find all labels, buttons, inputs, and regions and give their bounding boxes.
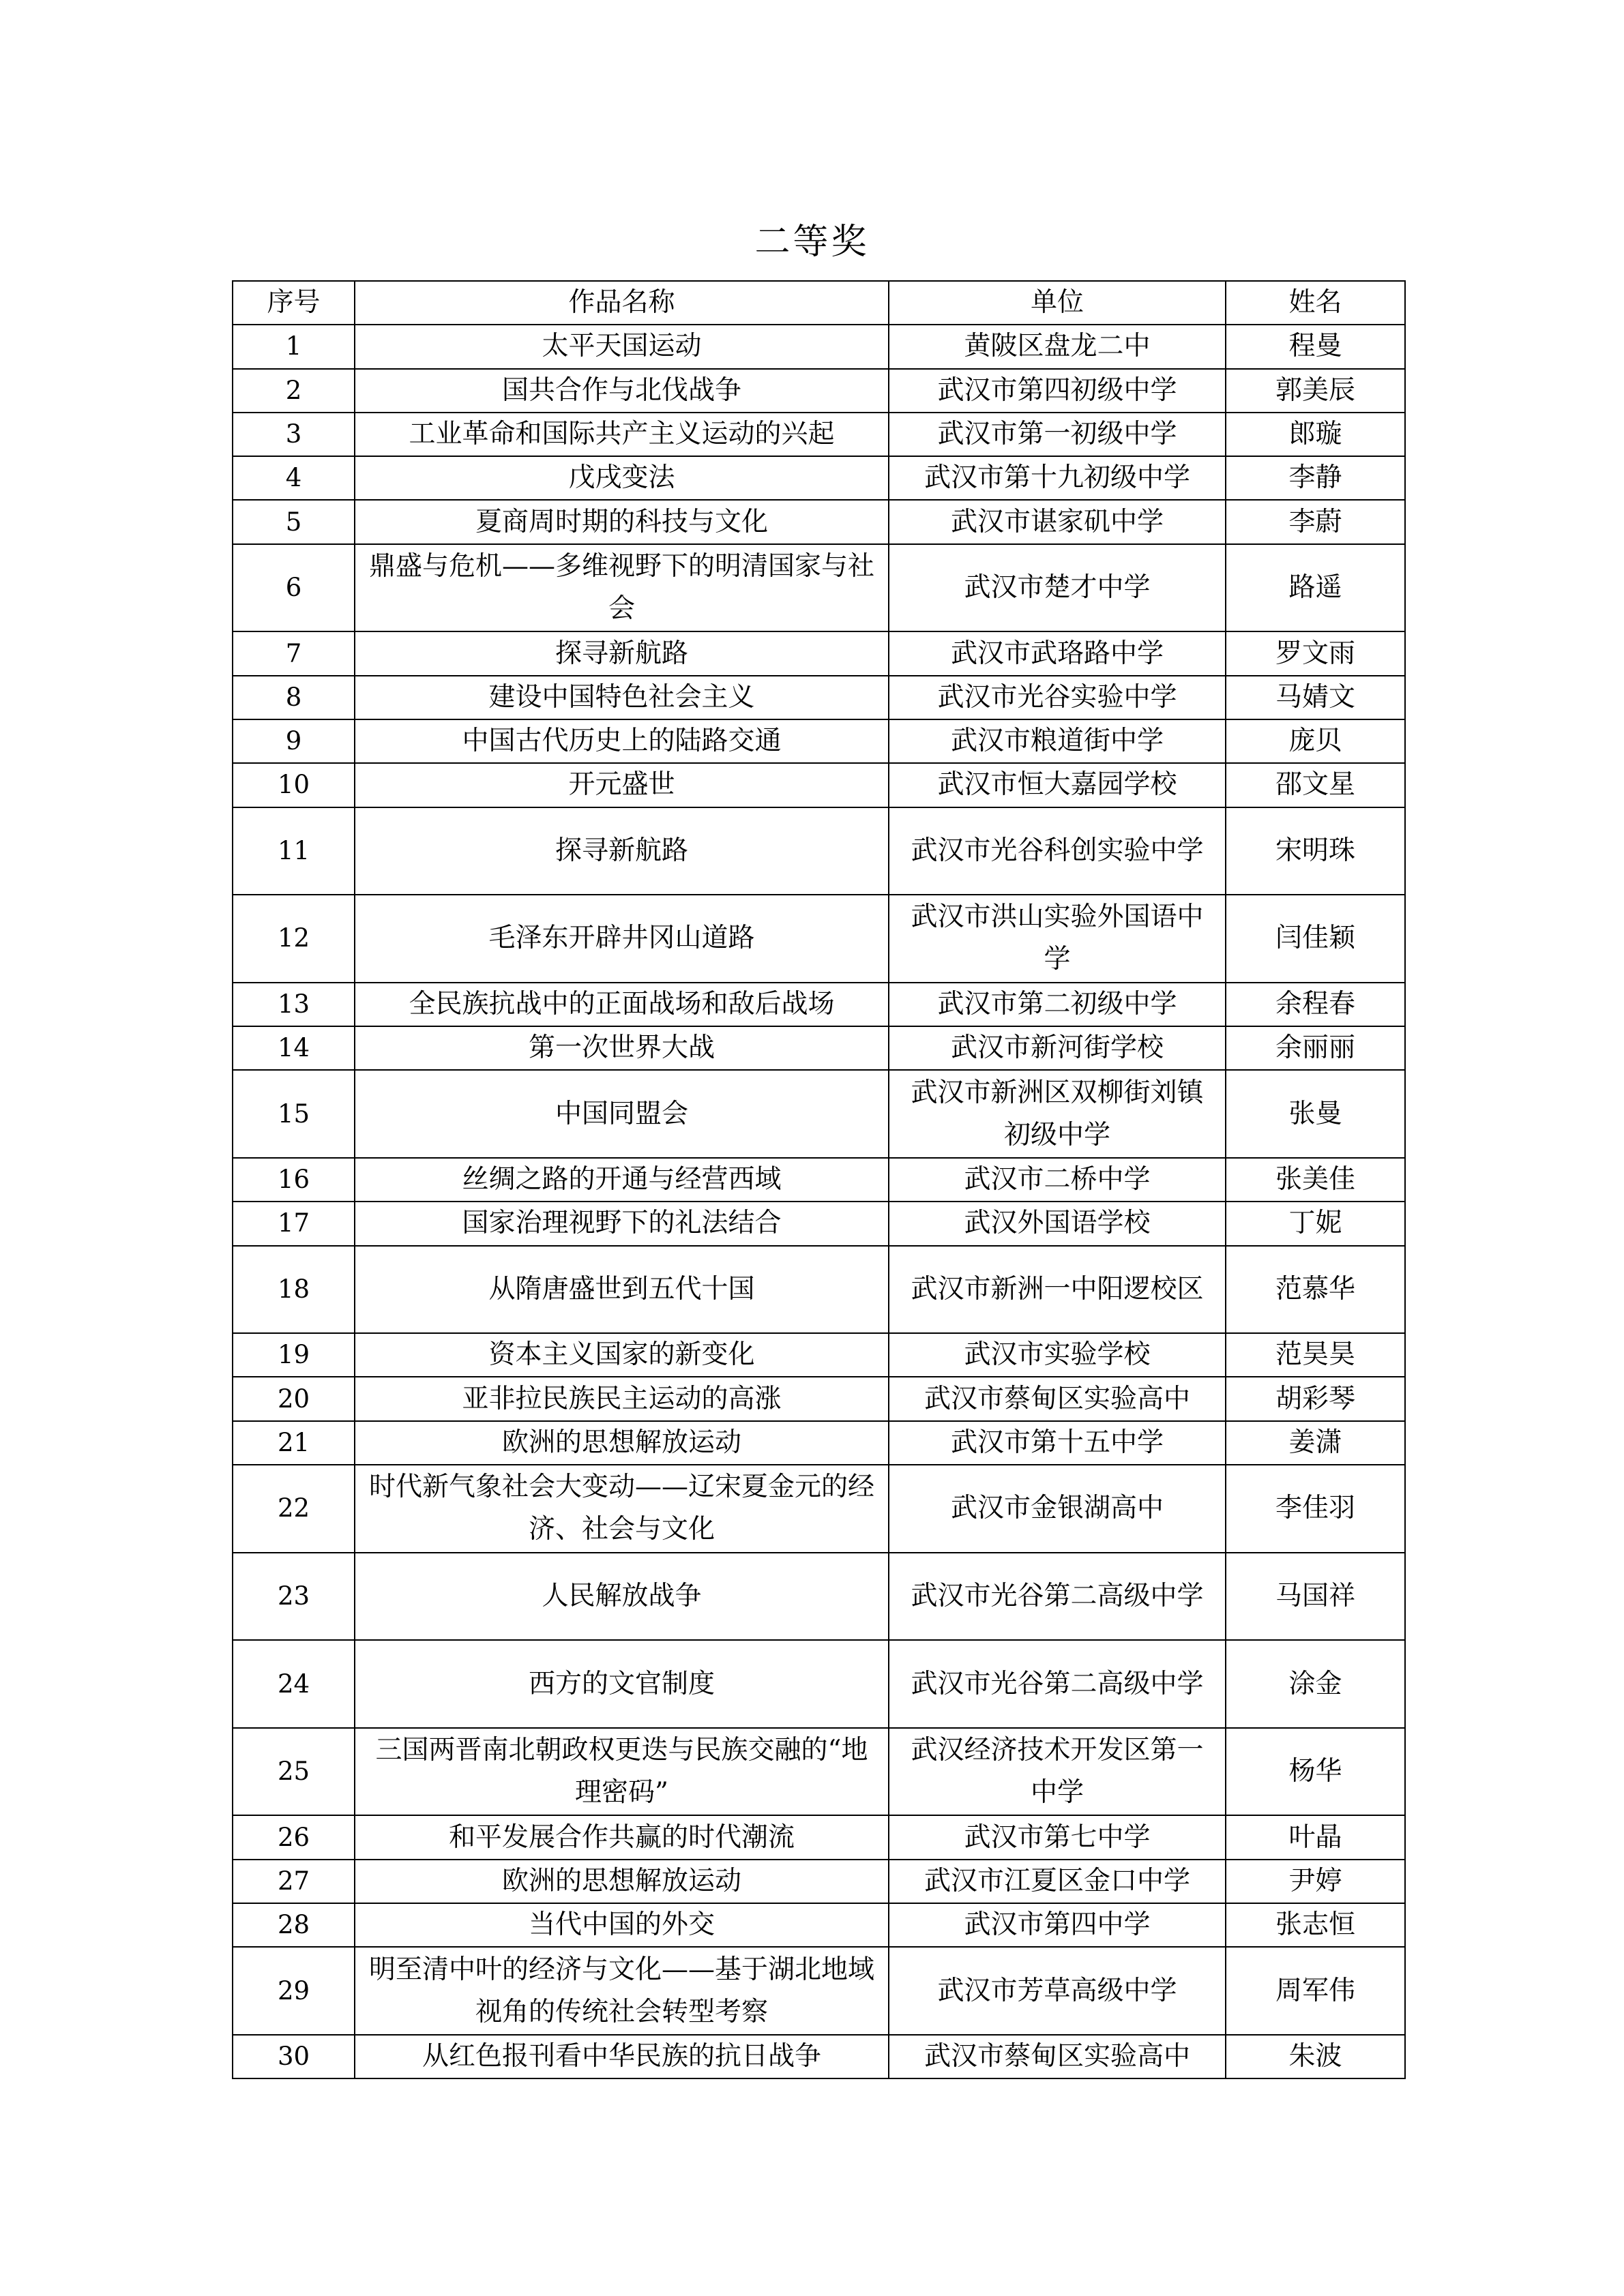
unit-cell: 武汉市蔡甸区实验高中 [889,2035,1226,2078]
person-name-cell: 李静 [1226,456,1405,500]
serial-number-cell: 4 [233,456,355,500]
serial-number-cell: 8 [233,676,355,719]
person-name-cell: 杨华 [1226,1728,1405,1816]
serial-number-cell: 6 [233,544,355,632]
work-title-cell: 明至清中叶的经济与文化——基于湖北地域视角的传统社会转型考察 [355,1947,889,2035]
table-row [233,1377,1405,1420]
unit-cell: 武汉市第四中学 [889,1903,1226,1947]
header-work-title: 作品名称 [355,281,889,325]
unit-cell: 武汉经济技术开发区第一中学 [889,1728,1226,1816]
page-title: 二等奖 [754,222,870,263]
serial-number-cell: 19 [233,1333,355,1377]
serial-number-cell: 1 [233,325,355,368]
person-name-cell: 闫佳颖 [1226,895,1405,983]
person-name-cell: 郭美辰 [1226,369,1405,413]
unit-cell: 武汉市新洲区双柳街刘镇初级中学 [889,1070,1226,1158]
table-row [233,1553,1405,1641]
table-row [233,413,1405,456]
work-title-cell: 欧洲的思想解放运动 [355,1860,889,1903]
work-title-cell: 第一次世界大战 [355,1026,889,1070]
serial-number-cell: 18 [233,1246,355,1334]
work-title-cell: 人民解放战争 [355,1553,889,1641]
unit-cell: 武汉市恒大嘉园学校 [889,763,1226,807]
person-name-cell: 范昊昊 [1226,1333,1405,1377]
table-row [233,1815,1405,1859]
serial-number-cell: 27 [233,1860,355,1903]
table-row [233,631,1405,675]
table-row [233,1860,1405,1903]
work-title-cell: 和平发展合作共赢的时代潮流 [355,1815,889,1859]
work-title-cell: 探寻新航路 [355,807,889,895]
unit-cell: 武汉市第二初级中学 [889,983,1226,1026]
serial-number-cell: 30 [233,2035,355,2078]
unit-cell: 黄陂区盘龙二中 [889,325,1226,368]
table-row [233,456,1405,500]
work-title-cell: 毛泽东开辟井冈山道路 [355,895,889,983]
serial-number-cell: 12 [233,895,355,983]
table-row [233,1728,1405,1816]
person-name-cell: 朱波 [1226,2035,1405,2078]
table-row [233,1026,1405,1070]
table-row [233,807,1405,895]
person-name-cell: 李蔚 [1226,500,1405,543]
table-row [233,2035,1405,2078]
work-title-cell: 建设中国特色社会主义 [355,676,889,719]
work-title-cell: 时代新气象社会大变动——辽宋夏金元的经济、社会与文化 [355,1465,889,1553]
unit-cell: 武汉市楚才中学 [889,544,1226,632]
unit-cell: 武汉市武珞路中学 [889,631,1226,675]
work-title-cell: 中国同盟会 [355,1070,889,1158]
serial-number-cell: 9 [233,719,355,763]
unit-cell: 武汉市第十九初级中学 [889,456,1226,500]
person-name-cell: 涂金 [1226,1640,1405,1728]
work-title-cell: 太平天国运动 [355,325,889,368]
person-name-cell: 郎璇 [1226,413,1405,456]
unit-cell: 武汉市新洲一中阳逻校区 [889,1246,1226,1334]
work-title-cell: 开元盛世 [355,763,889,807]
awards-table [232,280,1406,2079]
serial-number-cell: 10 [233,763,355,807]
table-row [233,1421,1405,1465]
serial-number-cell: 2 [233,369,355,413]
unit-cell: 武汉市粮道街中学 [889,719,1226,763]
unit-cell: 武汉市第一初级中学 [889,413,1226,456]
table-row [233,1333,1405,1377]
person-name-cell: 周军伟 [1226,1947,1405,2035]
table-row [233,1947,1405,2035]
work-title-cell: 夏商周时期的科技与文化 [355,500,889,543]
table-row [233,1070,1405,1158]
table-row [233,763,1405,807]
unit-cell: 武汉市江夏区金口中学 [889,1860,1226,1903]
unit-cell: 武汉市谌家矶中学 [889,500,1226,543]
person-name-cell: 马婧文 [1226,676,1405,719]
table-row [233,676,1405,719]
work-title-cell: 丝绸之路的开通与经营西域 [355,1158,889,1202]
serial-number-cell: 16 [233,1158,355,1202]
serial-number-cell: 26 [233,1815,355,1859]
serial-number-cell: 20 [233,1377,355,1420]
serial-number-cell: 24 [233,1640,355,1728]
serial-number-cell: 28 [233,1903,355,1947]
serial-number-cell: 11 [233,807,355,895]
unit-cell: 武汉市蔡甸区实验高中 [889,1377,1226,1420]
work-title-cell: 全民族抗战中的正面战场和敌后战场 [355,983,889,1026]
person-name-cell: 庞贝 [1226,719,1405,763]
table-row [233,1903,1405,1947]
person-name-cell: 余丽丽 [1226,1026,1405,1070]
table-row [233,1246,1405,1334]
person-name-cell: 叶晶 [1226,1815,1405,1859]
header-row [233,281,1405,325]
header-serial-number: 序号 [233,281,355,325]
serial-number-cell: 7 [233,631,355,675]
work-title-cell: 鼎盛与危机——多维视野下的明清国家与社会 [355,544,889,632]
person-name-cell: 张志恒 [1226,1903,1405,1947]
table-row [233,1640,1405,1728]
unit-cell: 武汉市金银湖高中 [889,1465,1226,1553]
table-row [233,325,1405,368]
person-name-cell: 路遥 [1226,544,1405,632]
person-name-cell: 丁妮 [1226,1202,1405,1245]
work-title-cell: 西方的文官制度 [355,1640,889,1728]
person-name-cell: 余程春 [1226,983,1405,1026]
serial-number-cell: 5 [233,500,355,543]
table-row [233,500,1405,543]
table-row [233,1158,1405,1202]
table-row [233,369,1405,413]
unit-cell: 武汉市光谷第二高级中学 [889,1553,1226,1641]
work-title-cell: 探寻新航路 [355,631,889,675]
table-row [233,895,1405,983]
unit-cell: 武汉外国语学校 [889,1202,1226,1245]
person-name-cell: 马国祥 [1226,1553,1405,1641]
work-title-cell: 中国古代历史上的陆路交通 [355,719,889,763]
person-name-cell: 罗文雨 [1226,631,1405,675]
person-name-cell: 范慕华 [1226,1246,1405,1334]
serial-number-cell: 21 [233,1421,355,1465]
unit-cell: 武汉市光谷科创实验中学 [889,807,1226,895]
work-title-cell: 戊戌变法 [355,456,889,500]
work-title-cell: 欧洲的思想解放运动 [355,1421,889,1465]
table-row [233,1202,1405,1245]
unit-cell: 武汉市第七中学 [889,1815,1226,1859]
unit-cell: 武汉市二桥中学 [889,1158,1226,1202]
serial-number-cell: 17 [233,1202,355,1245]
unit-cell: 武汉市光谷第二高级中学 [889,1640,1226,1728]
serial-number-cell: 14 [233,1026,355,1070]
work-title-cell: 从隋唐盛世到五代十国 [355,1246,889,1334]
unit-cell: 武汉市光谷实验中学 [889,676,1226,719]
person-name-cell: 姜潇 [1226,1421,1405,1465]
work-title-cell: 工业革命和国际共产主义运动的兴起 [355,413,889,456]
person-name-cell: 胡彩琴 [1226,1377,1405,1420]
work-title-cell: 资本主义国家的新变化 [355,1333,889,1377]
serial-number-cell: 29 [233,1947,355,2035]
table-row [233,1465,1405,1553]
work-title-cell: 当代中国的外交 [355,1903,889,1947]
serial-number-cell: 13 [233,983,355,1026]
work-title-cell: 三国两晋南北朝政权更迭与民族交融的“地理密码” [355,1728,889,1816]
header-unit: 单位 [889,281,1226,325]
table-row [233,983,1405,1026]
person-name-cell: 宋明珠 [1226,807,1405,895]
table-header [233,281,1405,325]
serial-number-cell: 15 [233,1070,355,1158]
unit-cell: 武汉市第十五中学 [889,1421,1226,1465]
serial-number-cell: 3 [233,413,355,456]
unit-cell: 武汉市实验学校 [889,1333,1226,1377]
work-title-cell: 从红色报刊看中华民族的抗日战争 [355,2035,889,2078]
person-name-cell: 邵文星 [1226,763,1405,807]
serial-number-cell: 22 [233,1465,355,1553]
unit-cell: 武汉市芳草高级中学 [889,1947,1226,2035]
serial-number-cell: 25 [233,1728,355,1816]
unit-cell: 武汉市新河街学校 [889,1026,1226,1070]
work-title-cell: 亚非拉民族民主运动的高涨 [355,1377,889,1420]
person-name-cell: 张曼 [1226,1070,1405,1158]
table-row [233,719,1405,763]
unit-cell: 武汉市洪山实验外国语中学 [889,895,1226,983]
work-title-cell: 国家治理视野下的礼法结合 [355,1202,889,1245]
person-name-cell: 张美佳 [1226,1158,1405,1202]
table-body [233,325,1405,2078]
serial-number-cell: 23 [233,1553,355,1641]
person-name-cell: 李佳羽 [1226,1465,1405,1553]
table-row [233,544,1405,632]
person-name-cell: 程曼 [1226,325,1405,368]
unit-cell: 武汉市第四初级中学 [889,369,1226,413]
header-name: 姓名 [1226,281,1405,325]
work-title-cell: 国共合作与北伐战争 [355,369,889,413]
person-name-cell: 尹婷 [1226,1860,1405,1903]
